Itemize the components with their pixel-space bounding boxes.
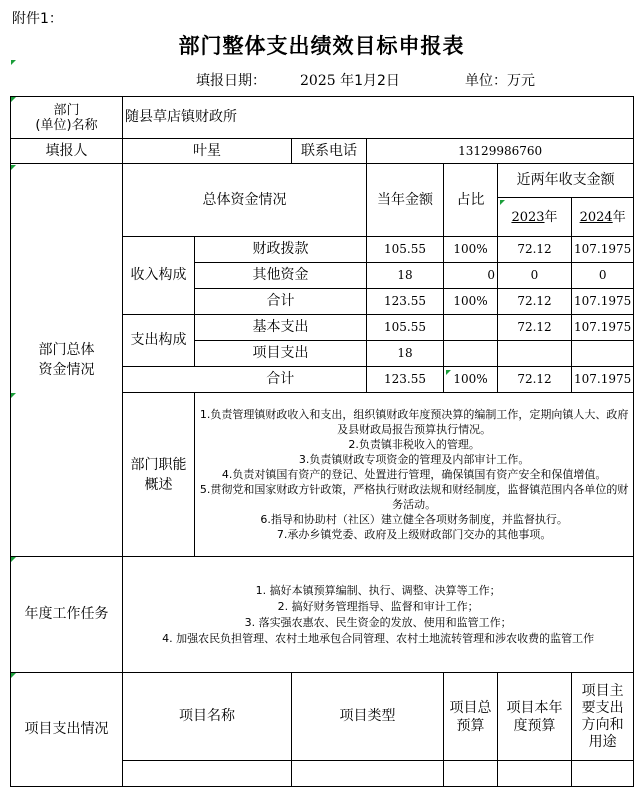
fill-date-label: 填报日期： bbox=[196, 73, 266, 89]
total-ratio[interactable]: 100% bbox=[444, 367, 498, 393]
cell-marker-icon bbox=[11, 165, 16, 170]
expense-row-label: 基本支出 bbox=[195, 315, 367, 341]
total-2023[interactable]: 72.12 bbox=[498, 367, 572, 393]
list-item: 5.贯彻党和国家财政方针政策，严格执行财政法规和财经制度，监督镇范围内各单位的财务活动。 bbox=[199, 483, 629, 511]
list-item: 2. 搞好财务管理指导、监督和审计工作； bbox=[277, 599, 479, 613]
expense-amount[interactable]: 18 bbox=[367, 341, 444, 367]
cell-marker-icon bbox=[11, 97, 16, 102]
fill-date-rest: 年1月2日 bbox=[340, 73, 400, 89]
filler-label: 填报人 bbox=[11, 139, 123, 164]
fill-date-year: 2025 bbox=[300, 73, 336, 89]
expense-row-label: 项目支出 bbox=[195, 341, 367, 367]
expense-ratio[interactable] bbox=[444, 341, 498, 367]
attachment-label: 附件1： bbox=[12, 11, 63, 27]
year-2023-header: 2023年 bbox=[498, 198, 572, 237]
cell-marker-icon bbox=[11, 393, 16, 398]
duties-label: 部门职能 概述 bbox=[123, 393, 195, 557]
duties-content[interactable] bbox=[195, 393, 634, 557]
income-row-label: 财政拨款 bbox=[195, 237, 367, 263]
list-item: 1. 搞好本镇预算编制、执行、调整、决算等工作； bbox=[255, 583, 501, 597]
list-item: 4. 加强农民负担管理、农村土地承包合同管理、农村土地流转管理和涉农收费的监管工作 bbox=[162, 631, 595, 645]
income-2024[interactable]: 107.1975 bbox=[572, 237, 634, 263]
expense-label: 支出构成 bbox=[123, 315, 195, 367]
list-item: 7.承办乡镇党委、政府及上级财政部门交办的其他事项。 bbox=[276, 528, 552, 541]
unit-label: 单位：万元 bbox=[465, 73, 535, 89]
income-ratio[interactable]: 100% bbox=[444, 289, 498, 315]
income-2024[interactable]: 0 bbox=[572, 263, 634, 289]
grand-total-label: 合计 bbox=[195, 367, 367, 393]
projects-label: 项目支出情况 bbox=[11, 673, 123, 787]
department-label: 部门 (单位)名称 bbox=[11, 97, 123, 139]
income-row-label: 其他资金 bbox=[195, 263, 367, 289]
total-amount[interactable]: 123.55 bbox=[367, 367, 444, 393]
funds-section-label: 部门总体 资金情况 bbox=[11, 164, 123, 557]
cell-marker-icon bbox=[11, 557, 16, 562]
income-total-label: 合计 bbox=[195, 289, 367, 315]
list-item: 3. 落实强农惠农、民生资金的发放、使用和监管工作； bbox=[244, 615, 512, 629]
income-2024[interactable]: 107.1975 bbox=[572, 289, 634, 315]
list-item: 2.负责镇非税收入的管理。 bbox=[348, 438, 480, 451]
department-name[interactable]: 随县草店镇财政所 bbox=[123, 97, 634, 139]
project-type-header: 项目类型 bbox=[292, 673, 444, 761]
income-label: 收入构成 bbox=[123, 237, 195, 315]
income-2023[interactable]: 0 bbox=[498, 263, 572, 289]
income-amount[interactable]: 123.55 bbox=[367, 289, 444, 315]
total-2024[interactable]: 107.1975 bbox=[572, 367, 634, 393]
income-amount[interactable]: 18 bbox=[367, 263, 444, 289]
income-amount[interactable]: 105.55 bbox=[367, 237, 444, 263]
cell-marker-icon bbox=[500, 200, 505, 205]
report-table bbox=[10, 96, 634, 787]
expense-2024[interactable] bbox=[572, 341, 634, 367]
income-2023[interactable]: 72.12 bbox=[498, 289, 572, 315]
project-total-budget-header: 项目总 预算 bbox=[444, 673, 498, 761]
list-item: 4.负责对镇国有资产的登记、处置进行管理，确保镇国有资产安全和保值增值。 bbox=[221, 468, 607, 481]
list-item: 3.负责镇财政专项资金的管理及内部审计工作。 bbox=[298, 453, 530, 466]
cell-marker-icon bbox=[11, 60, 16, 65]
list-item: 1.负责管理镇财政收入和支出，组织镇财政年度预决算的编制工作，定期向镇人大、政府及县财政局报告预算执行情况。 bbox=[199, 408, 629, 436]
tasks-content[interactable] bbox=[123, 557, 634, 673]
expense-2023[interactable]: 72.12 bbox=[498, 315, 572, 341]
filler-name[interactable]: 叶星 bbox=[123, 139, 292, 164]
expense-amount[interactable]: 105.55 bbox=[367, 315, 444, 341]
expense-2023[interactable] bbox=[498, 341, 572, 367]
recent-years-header: 近两年收支金额 bbox=[498, 164, 634, 198]
project-use-header: 项目主 要支出 方向和 用途 bbox=[572, 673, 634, 761]
expense-ratio[interactable] bbox=[444, 315, 498, 341]
project-name-header: 项目名称 bbox=[123, 673, 292, 761]
cell-marker-icon bbox=[11, 673, 16, 678]
income-2023[interactable]: 72.12 bbox=[498, 237, 572, 263]
year-2024-header: 2024年 bbox=[572, 198, 634, 237]
project-annual-budget-header: 项目本年 度预算 bbox=[498, 673, 572, 761]
income-ratio[interactable]: 0 bbox=[444, 263, 498, 289]
list-item: 6.指导和协助村（社区）建立健全各项财务制度，并监督执行。 bbox=[260, 513, 568, 526]
tasks-label: 年度工作任务 bbox=[11, 557, 123, 673]
cell-marker-icon bbox=[446, 370, 451, 375]
expense-2024[interactable]: 107.1975 bbox=[572, 315, 634, 341]
overall-funds-label: 总体资金情况 bbox=[123, 164, 367, 237]
ratio-header: 占比 bbox=[444, 164, 498, 237]
total-spacer bbox=[123, 367, 195, 393]
fill-date-value bbox=[300, 70, 400, 90]
phone-value[interactable]: 13129986760 bbox=[367, 139, 634, 164]
income-ratio[interactable]: 100% bbox=[444, 237, 498, 263]
form-title: 部门整体支出绩效目标申报表 bbox=[178, 34, 465, 58]
current-amount-header: 当年金额 bbox=[367, 164, 444, 237]
phone-label: 联系电话 bbox=[292, 139, 367, 164]
